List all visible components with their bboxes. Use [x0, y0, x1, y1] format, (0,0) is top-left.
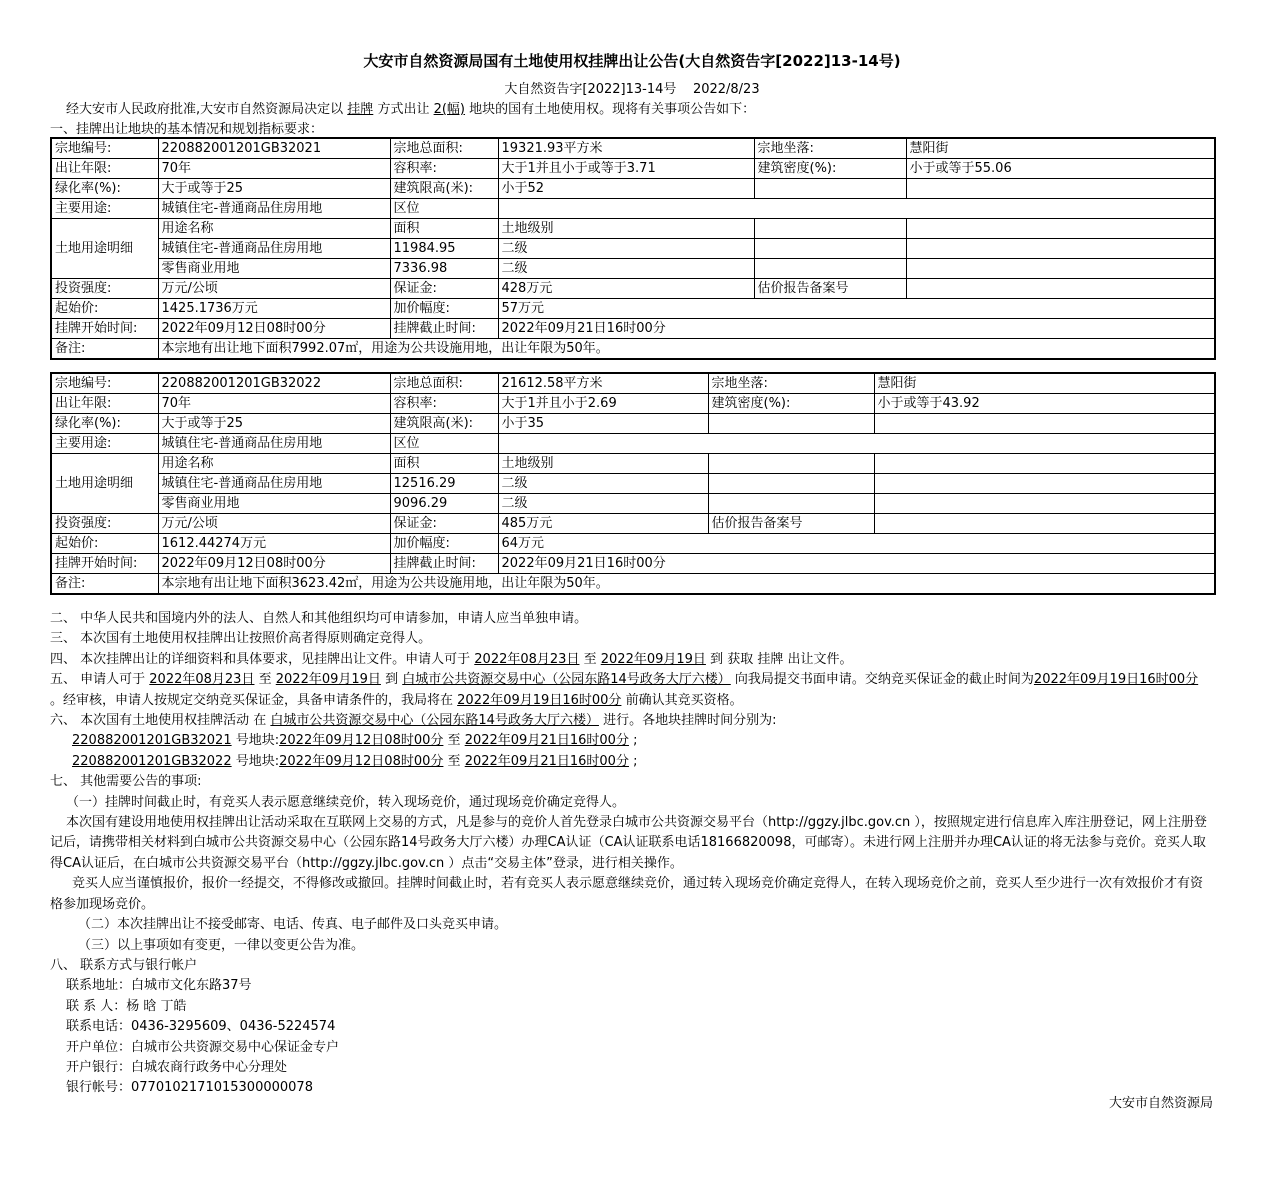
label-zone: 区位 [390, 434, 498, 454]
date: 2022年09月12日08时00分 [279, 733, 444, 749]
intro-count: 2(幅) [433, 102, 466, 117]
label-increment: 加价幅度: [390, 534, 498, 554]
table-row [51, 434, 1215, 454]
section-4 [50, 650, 1210, 670]
label-remark: 备注: [51, 339, 158, 360]
location: 慧阳街 [874, 373, 1215, 394]
table-row [51, 534, 1215, 554]
table-row [51, 373, 1215, 394]
section-4-text: 至 [583, 651, 597, 667]
account-number: 银行帐号：07701021710153000000​78 [66, 1080, 313, 1096]
date: 2022年09月21日16时00分 [464, 733, 629, 749]
table-row [51, 474, 1215, 494]
far: 大于1并且小于2.69 [498, 394, 708, 414]
date: 2022年08月23日 [474, 651, 580, 667]
label-remark: 备注: [51, 574, 158, 595]
table-row [51, 279, 1215, 299]
label-start-price: 起始价: [51, 534, 158, 554]
label-increment: 加价幅度: [390, 299, 498, 319]
plot-table-1 [50, 137, 1216, 360]
list-start: 2022年09月12日08时00分 [158, 319, 390, 339]
date: 2022年09月19日16时00分 [457, 692, 622, 708]
schedule-text: 号地块: [235, 733, 280, 749]
account-bank: 开户银行：白城农商行政务中心分理处 [66, 1059, 288, 1075]
use-name: 零售商业用地 [158, 259, 390, 279]
section-5-text: 至 [258, 672, 272, 688]
table-row [51, 319, 1215, 339]
section-4-text: 到 获取 挂牌 出让文件。 [710, 651, 853, 667]
section-1-heading: 一、挂牌出让地块的基本情况和规划指标要求： [50, 122, 324, 137]
section-6-text: 六、 本次国有土地使用权挂牌活动 在 [50, 713, 267, 729]
density: 小于或等于55.06 [906, 159, 1215, 179]
table-row [51, 259, 1215, 279]
table-row [51, 554, 1215, 574]
account-holder: 开户单位：白城市公共资源交易中心保证金专户 [66, 1039, 340, 1055]
doc-number: 大自然资告字[2022]13-14号 [504, 82, 677, 97]
use-name: 城镇住宅-普通商品住房用地 [158, 239, 390, 259]
remark: 本宗地有出让地下面积7992.07㎡，用途为公共设施用地，出让年限为50年。 [158, 339, 1215, 360]
section-6 [50, 711, 1210, 731]
use-grade: 二级 [498, 259, 754, 279]
label-height: 建筑限高(米): [390, 414, 498, 434]
label-use-name: 用途名称 [158, 454, 390, 474]
date: 2022年09月21日16时00分 [464, 753, 629, 769]
term: 70年 [158, 394, 390, 414]
table-row [51, 239, 1215, 259]
section-6-text: 进行。各地块挂牌时间分别为: [603, 713, 777, 729]
table-row [51, 414, 1215, 434]
table-row [51, 159, 1215, 179]
label-list-end: 挂牌截止时间: [390, 554, 498, 574]
use-grade: 二级 [498, 494, 708, 514]
label-area: 面积 [390, 219, 498, 239]
table-row [51, 199, 1215, 219]
plot-no: 220882001201GB32021 [72, 733, 232, 749]
label-far: 容积率: [390, 159, 498, 179]
label-start-price: 起始价: [51, 299, 158, 319]
intro-mid: 方式出让 [377, 102, 430, 117]
label-green: 绿化率(%): [51, 179, 158, 199]
table-row [51, 299, 1215, 319]
section-2: 二、 中华人民共和国境内外的法人、自然人和其他组织均可申请参加，申请人应当单独申请。 [50, 611, 588, 626]
plot-no: 220882001201GB32022 [72, 753, 232, 769]
section-5-text: 。经审核，申请人按规定交纳竞买保证金，具备申请条件的，我局将在 [50, 692, 454, 708]
total-area: 21612.58平方米 [498, 373, 708, 394]
section-5-text: 向我局提交书面申请。交纳竞买保证金的截止时间为 [734, 672, 1034, 688]
intro-suffix: 地块的国有土地使用权。现将有关事项公告如下： [469, 102, 756, 117]
height: 小于52 [498, 179, 754, 199]
label-invest: 投资强度: [51, 514, 158, 534]
label-density: 建筑密度(%): [754, 159, 906, 179]
deposit: 485万元 [498, 514, 708, 534]
increment: 57万元 [498, 299, 1215, 319]
label-term: 出让年限: [51, 159, 158, 179]
label-land-grade: 土地级别 [498, 219, 754, 239]
plot-table-2 [50, 372, 1216, 595]
plot-no: 220882001201GB32021 [158, 138, 390, 159]
label-green: 绿化率(%): [51, 414, 158, 434]
schedule-row [50, 731, 1210, 751]
label-deposit: 保证金: [390, 514, 498, 534]
schedule-text: 至 [447, 733, 461, 749]
table-row [51, 394, 1215, 414]
label-list-start: 挂牌开始时间: [51, 554, 158, 574]
label-appraisal: 估价报告备案号 [754, 279, 906, 299]
label-use-detail: 土地用途明细 [51, 219, 158, 279]
section-7-paragraph-2: 竞买人应当谨慎报价，报价一经提交，不得修改或撤回。挂牌时间截止时，若有竞买人表示愿意继续竞价，通过转入现场竞价确定竞得人，在转入现场竞价之前，竞买人至少进行一次有效报价才有资格参加现场竞价。 [50, 876, 1204, 912]
use-area: 7336.98 [390, 259, 498, 279]
doc-number-date [50, 78, 1214, 97]
schedule-text: ; [633, 753, 638, 769]
venue: 白城市公共资源交易中心（公园东路14号政务大厅六楼） [270, 713, 599, 729]
label-main-use: 主要用途: [51, 199, 158, 219]
schedule-row [50, 752, 1210, 772]
label-total-area: 宗地总面积: [390, 138, 498, 159]
intro-prefix: 经大安市人民政府批准,大安市自然资源局决定以 [66, 102, 344, 117]
increment: 64万元 [498, 534, 1215, 554]
label-plot-no: 宗地编号: [51, 373, 158, 394]
section-5 [50, 670, 1210, 711]
signature: 大安市自然资源局 [1108, 1096, 1213, 1111]
notice-body [50, 609, 1210, 1099]
date: 2022年09月12日08时00分 [279, 753, 444, 769]
page-title: 大安市自然资源局国有土地使用权挂牌出让公告(大自然资告字[2022]13-14号) [363, 52, 901, 70]
term: 70年 [158, 159, 390, 179]
label-use-detail: 土地用途明细 [51, 454, 158, 514]
intro-method: 挂牌 [347, 102, 374, 117]
label-appraisal: 估价报告备案号 [708, 514, 874, 534]
schedule-text: 号地块: [235, 753, 280, 769]
label-location: 宗地坐落: [754, 138, 906, 159]
schedule-text: 至 [447, 753, 461, 769]
far: 大于1并且小于或等于3.71 [498, 159, 754, 179]
label-list-start: 挂牌开始时间: [51, 319, 158, 339]
section-7-paragraph-1: 本次国有建设用地使用权挂牌出让活动采取在互联网上交易的方式，凡是参与的竞价人首先登录白城市公共资源交易平台（http://ggzy.jlbc.gov.cn ），按照规定进行信息库入库注册登记，网上注册登记后，请携带相关材料到白城市公共资源交易中心（公园东路14号政务大厅六楼）办理CA认证（CA认证联系电话18166820098，可邮寄）。未进行网上注册并办理CA认证的将无法参与竞价。竞买人取得CA认证后，在白城市公共资源交易平台（http://ggzy.jlbc.gov.cn ）点击“交易主体”登录，进行相关操作。 [50, 815, 1207, 871]
start-price: 1425.1736万元 [158, 299, 390, 319]
label-height: 建筑限高(米): [390, 179, 498, 199]
date: 2022年09月19日 [275, 672, 381, 688]
table-row [51, 494, 1215, 514]
section-5-text: 前确认其竞买资格。 [625, 692, 743, 708]
date: 2022年09月19日 [600, 651, 706, 667]
invest: 万元/公顷 [158, 514, 390, 534]
remark: 本宗地有出让地下面积3623.42㎡，用途为公共设施用地，出让年限为50年。 [158, 574, 1215, 595]
use-area: 12516.29 [390, 474, 498, 494]
list-end: 2022年09月21日16时00分 [498, 319, 1215, 339]
table-row [51, 339, 1215, 360]
invest: 万元/公顷 [158, 279, 390, 299]
section-3: 三、 本次国有土地使用权挂牌出让按照价高者得原则确定竞得人。 [50, 631, 432, 647]
density: 小于或等于43.92 [874, 394, 1215, 414]
height: 小于35 [498, 414, 708, 434]
label-density: 建筑密度(%): [708, 394, 874, 414]
label-area: 面积 [390, 454, 498, 474]
location: 慧阳街 [906, 138, 1215, 159]
green: 大于或等于25 [158, 179, 390, 199]
list-start: 2022年09月12日08时00分 [158, 554, 390, 574]
start-price: 1612.44274万元 [158, 534, 390, 554]
label-list-end: 挂牌截止时间: [390, 319, 498, 339]
table-row [51, 179, 1215, 199]
label-term: 出让年限: [51, 394, 158, 414]
section-7-item-1: （一）挂牌时间截止时，有竞买人表示愿意继续竞价，转入现场竞价，通过现场竞价确定竞得人。 [66, 794, 626, 810]
table-row [51, 138, 1215, 159]
use-grade: 二级 [498, 474, 708, 494]
contact-address: 联系地址：白城市文化东路37号 [66, 978, 252, 994]
schedule-text: ; [633, 733, 638, 749]
section-5-text: 五、 申请人可于 [50, 672, 146, 688]
label-use-name: 用途名称 [158, 219, 390, 239]
use-area: 11984.95 [390, 239, 498, 259]
section-7-item-3: （三）以上事项如有变更，一律以变更公告为准。 [78, 937, 365, 953]
list-end: 2022年09月21日16时00分 [498, 554, 1215, 574]
label-plot-no: 宗地编号: [51, 138, 158, 159]
date: 2022年08月23日 [149, 672, 255, 688]
contact-person: 联 系 人：杨 晗 丁皓 [66, 998, 187, 1014]
use-grade: 二级 [498, 239, 754, 259]
label-total-area: 宗地总面积: [390, 373, 498, 394]
section-5-text: 到 [385, 672, 399, 688]
plot-no: 220882001201GB32022 [158, 373, 390, 394]
table-row [51, 514, 1215, 534]
deposit: 428万元 [498, 279, 754, 299]
use-name: 零售商业用地 [158, 494, 390, 514]
intro-paragraph [66, 98, 755, 117]
date: 2022年09月19日16时00分 [1033, 672, 1199, 688]
green: 大于或等于25 [158, 414, 390, 434]
label-main-use: 主要用途: [51, 434, 158, 454]
use-name: 城镇住宅-普通商品住房用地 [158, 474, 390, 494]
label-far: 容积率: [390, 394, 498, 414]
venue: 白城市公共资源交易中心（公园东路14号政务大厅六楼） [402, 672, 731, 688]
table-row [51, 219, 1215, 239]
main-use: 城镇住宅-普通商品住房用地 [158, 434, 390, 454]
use-area: 9096.29 [390, 494, 498, 514]
table-row [51, 574, 1215, 595]
label-land-grade: 土地级别 [498, 454, 708, 474]
contact-phone: 联系电话：0436-3295609、0436-5224574 [66, 1019, 336, 1035]
table-row [51, 454, 1215, 474]
section-7-item-2: （二）本次挂牌出让不接受邮寄、电话、传真、电子邮件及口头竞买申请。 [78, 917, 508, 933]
section-8: 八、 联系方式与银行帐户 [50, 957, 198, 973]
section-7: 七、 其他需要公告的事项: [50, 774, 202, 790]
label-deposit: 保证金: [390, 279, 498, 299]
doc-date: 2022/8/23 [692, 82, 760, 97]
total-area: 19321.93平方米 [498, 138, 754, 159]
label-zone: 区位 [390, 199, 498, 219]
label-location: 宗地坐落: [708, 373, 874, 394]
section-4-text: 四、 本次挂牌出让的详细资料和具体要求，见挂牌出让文件。申请人可于 [50, 651, 471, 667]
label-invest: 投资强度: [51, 279, 158, 299]
main-use: 城镇住宅-普通商品住房用地 [158, 199, 390, 219]
